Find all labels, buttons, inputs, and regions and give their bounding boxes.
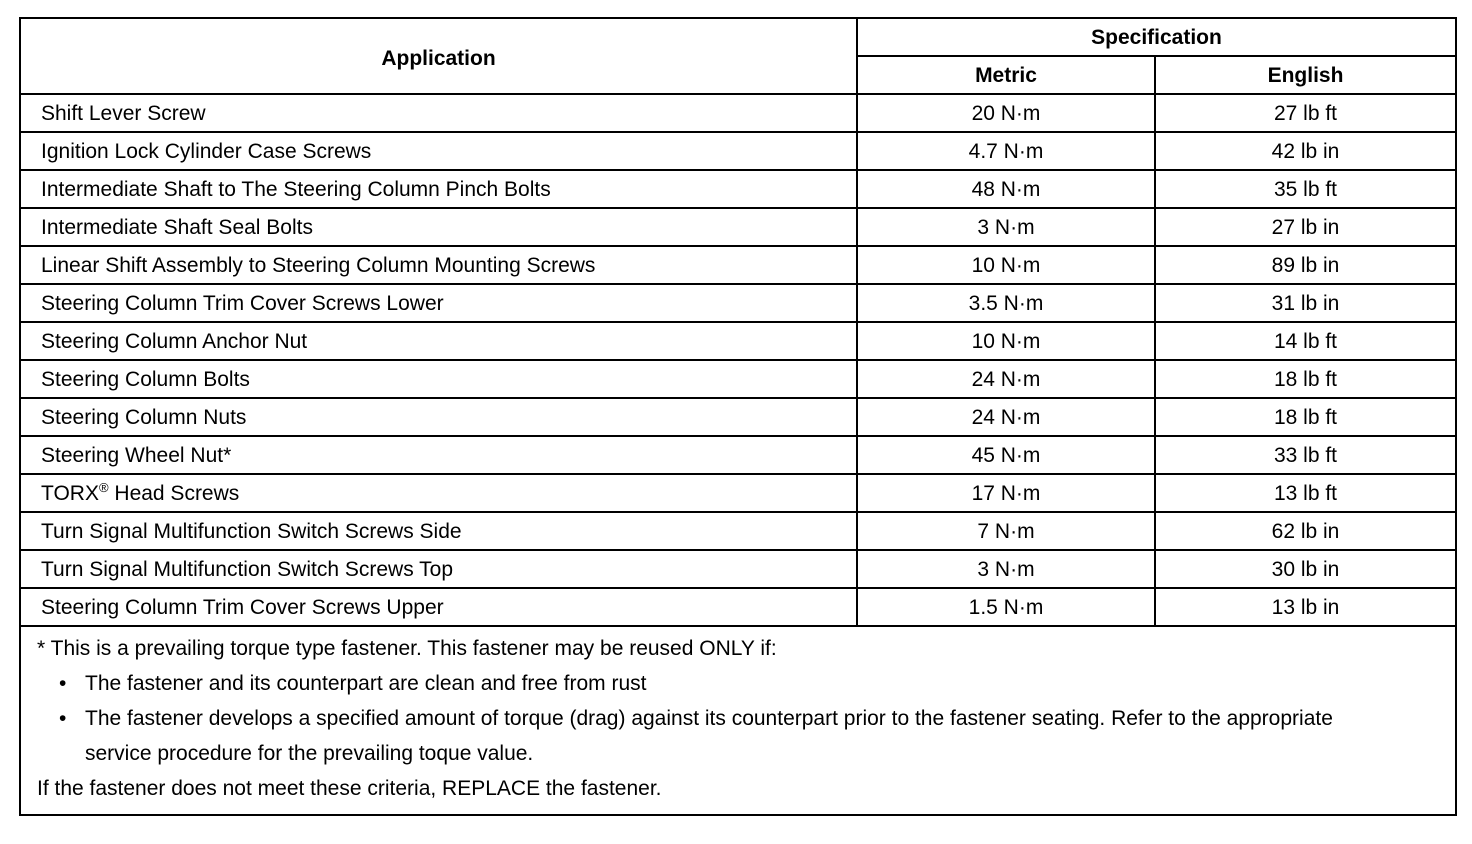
torque-spec-table <box>19 17 1457 816</box>
cell-metric: 24 N·m <box>857 398 1155 436</box>
cell-metric: 4.7 N·m <box>857 132 1155 170</box>
cell-application: Intermediate Shaft to The Steering Column Pinch Bolts <box>21 170 857 208</box>
bullet-icon: • <box>59 707 67 730</box>
spec-table-body <box>21 94 1455 626</box>
table-row <box>21 398 1455 436</box>
table-row <box>21 512 1455 550</box>
footnote-bullet-text: The fastener develops a specified amount of torque (drag) against its counterpart prior to the fastener seating. Refer to the appropriate service procedure for the prevailing toque value. <box>85 707 1333 765</box>
cell-application: Turn Signal Multifunction Switch Screws Side <box>21 512 857 550</box>
cell-metric: 10 N·m <box>857 322 1155 360</box>
table-row <box>21 474 1455 512</box>
cell-english: 89 lb in <box>1155 246 1455 284</box>
table-row <box>21 246 1455 284</box>
cell-metric: 3 N·m <box>857 550 1155 588</box>
footnote-bullets <box>37 666 1439 771</box>
cell-application: Steering Column Trim Cover Screws Lower <box>21 284 857 322</box>
cell-application <box>21 474 857 512</box>
cell-application: Steering Wheel Nut* <box>21 436 857 474</box>
cell-application: Linear Shift Assembly to Steering Column Mounting Screws <box>21 246 857 284</box>
footnote-bullet-item <box>59 666 1439 701</box>
torx-label: TORX <box>41 481 99 505</box>
cell-english: 18 lb ft <box>1155 398 1455 436</box>
cell-english: 27 lb ft <box>1155 94 1455 132</box>
cell-application: Shift Lever Screw <box>21 94 857 132</box>
cell-metric: 1.5 N·m <box>857 588 1155 626</box>
cell-metric: 3.5 N·m <box>857 284 1155 322</box>
cell-english: 31 lb in <box>1155 284 1455 322</box>
cell-metric: 20 N·m <box>857 94 1155 132</box>
table-row <box>21 436 1455 474</box>
cell-english: 30 lb in <box>1155 550 1455 588</box>
footnote-closing: If the fastener does not meet these criteria, REPLACE the fastener. <box>37 777 662 800</box>
cell-application: Ignition Lock Cylinder Case Screws <box>21 132 857 170</box>
footnote <box>21 627 1455 814</box>
table-row <box>21 588 1455 626</box>
header-application: Application <box>21 19 857 94</box>
header-english: English <box>1155 56 1455 94</box>
cell-application: Steering Column Trim Cover Screws Upper <box>21 588 857 626</box>
bullet-icon: • <box>59 672 67 695</box>
footnote-bullet-text: The fastener and its counterpart are clean and free from rust <box>85 672 647 695</box>
header-specification: Specification <box>857 19 1455 56</box>
cell-english: 13 lb in <box>1155 588 1455 626</box>
table-row <box>21 170 1455 208</box>
table-row <box>21 132 1455 170</box>
cell-metric: 10 N·m <box>857 246 1155 284</box>
table-row <box>21 94 1455 132</box>
cell-english: 27 lb in <box>1155 208 1455 246</box>
registered-mark: ® <box>98 479 109 495</box>
cell-application: Steering Column Anchor Nut <box>21 322 857 360</box>
footnote-bullet-item <box>59 701 1375 771</box>
cell-english: 13 lb ft <box>1155 474 1455 512</box>
cell-application: Intermediate Shaft Seal Bolts <box>21 208 857 246</box>
table-row <box>21 208 1455 246</box>
cell-metric: 45 N·m <box>857 436 1155 474</box>
cell-metric: 48 N·m <box>857 170 1155 208</box>
cell-metric: 24 N·m <box>857 360 1155 398</box>
cell-english: 14 lb ft <box>1155 322 1455 360</box>
header-metric: Metric <box>857 56 1155 94</box>
cell-application: Steering Column Bolts <box>21 360 857 398</box>
cell-english: 35 lb ft <box>1155 170 1455 208</box>
table-row <box>21 284 1455 322</box>
table-row <box>21 550 1455 588</box>
cell-english: 62 lb in <box>1155 512 1455 550</box>
spec-table <box>21 19 1455 627</box>
table-row <box>21 360 1455 398</box>
cell-english: 18 lb ft <box>1155 360 1455 398</box>
cell-metric: 7 N·m <box>857 512 1155 550</box>
cell-metric: 3 N·m <box>857 208 1155 246</box>
footnote-intro: * This is a prevailing torque type fastener. This fastener may be reused ONLY if: <box>37 637 777 660</box>
cell-english: 33 lb ft <box>1155 436 1455 474</box>
torx-suffix: Head Screws <box>108 481 240 505</box>
cell-application: Turn Signal Multifunction Switch Screws Top <box>21 550 857 588</box>
cell-application: Steering Column Nuts <box>21 398 857 436</box>
cell-metric: 17 N·m <box>857 474 1155 512</box>
table-row <box>21 322 1455 360</box>
cell-english: 42 lb in <box>1155 132 1455 170</box>
